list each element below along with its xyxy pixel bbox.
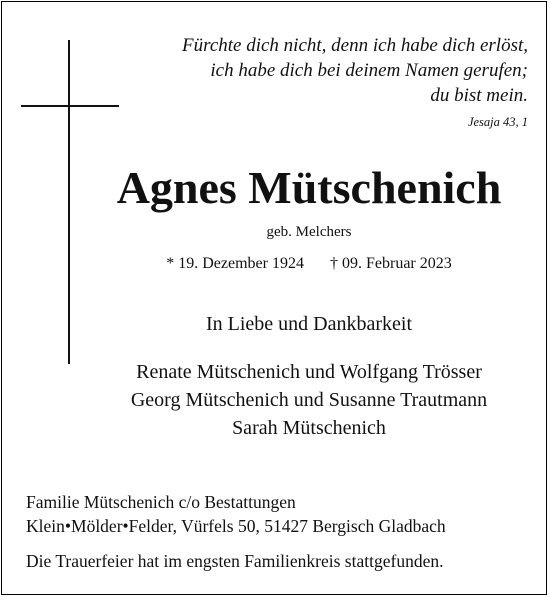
mourner-line: Sarah Mütschenich bbox=[232, 417, 386, 439]
ceremony-note: Die Trauerfeier hat im engsten Familienkreis stattgefunden. bbox=[26, 551, 444, 571]
dedication: In Liebe und Dankbarkeit bbox=[205, 313, 413, 335]
cross-icon-crossbar bbox=[21, 105, 119, 107]
verse-line: du bist mein. bbox=[430, 85, 528, 106]
contact-line: Familie Mütschenich c/o Bestattungen bbox=[26, 492, 296, 512]
bible-verse bbox=[182, 33, 528, 108]
mourner-line: Georg Mütschenich und Susanne Trautmann bbox=[130, 389, 488, 411]
birth-date: * 19. Dezember 1924 bbox=[166, 255, 304, 272]
mourners-list bbox=[0, 358, 550, 442]
maiden-name: geb. Melchers bbox=[266, 224, 352, 240]
verse-line: ich habe dich bei deinem Namen gerufen; bbox=[210, 60, 528, 81]
mourner-line: Renate Mütschenich und Wolfgang Trösser bbox=[136, 361, 482, 383]
death-date: † 09. Februar 2023 bbox=[329, 255, 452, 272]
life-dates bbox=[0, 255, 550, 273]
deceased-name: Agnes Mütschenich bbox=[116, 162, 502, 213]
verse-line: Fürchte dich nicht, denn ich habe dich erlöst, bbox=[182, 35, 528, 56]
contact-line: Klein•Mölder•Felder, Vürfels 50, 51427 Bergisch Gladbach bbox=[26, 516, 446, 536]
verse-source: Jesaja 43, 1 bbox=[467, 115, 528, 129]
contact-address bbox=[26, 490, 446, 538]
